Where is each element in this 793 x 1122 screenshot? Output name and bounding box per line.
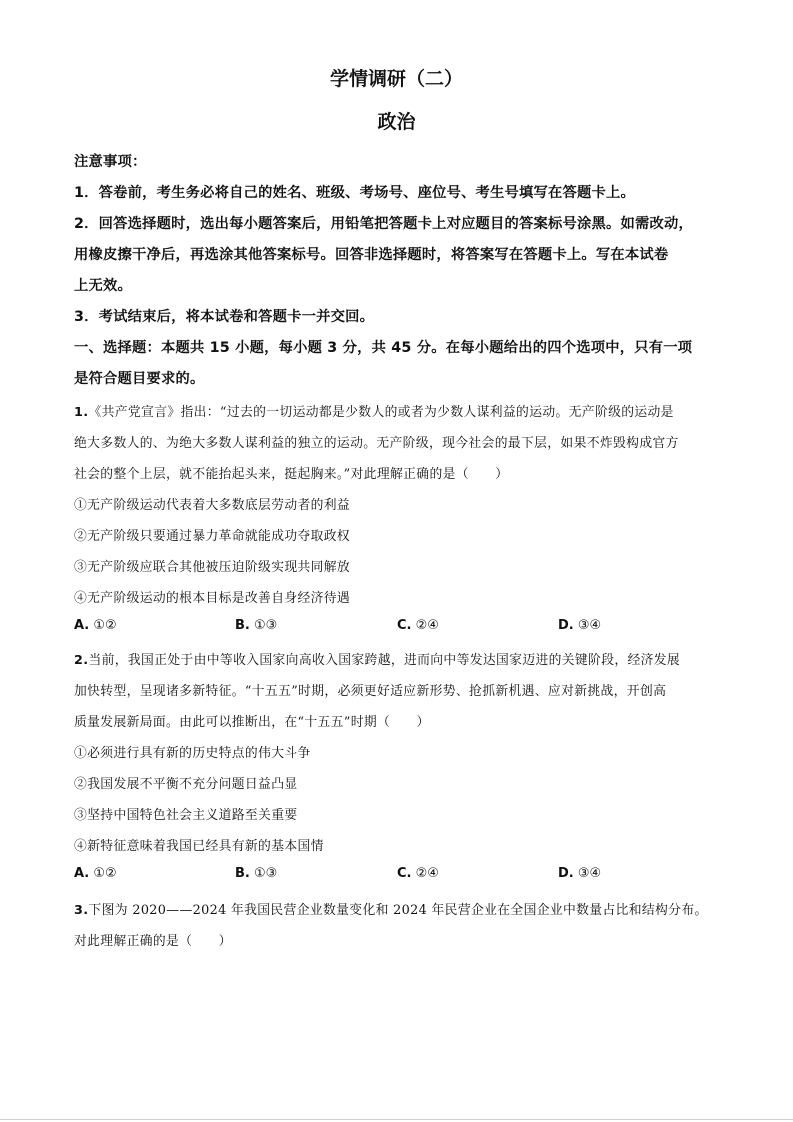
- question-2-stem-line: 加快转型，呈现诸多新特征。“十五五”时期，必须更好适应新形势、抢抓新机遇、应对新挑战，开创高: [74, 684, 667, 699]
- question-2-option-d[interactable]: D. ③④: [558, 866, 602, 881]
- question-number: 3.: [74, 903, 89, 918]
- question-2-statement: ③坚持中国特色社会主义道路至关重要: [74, 808, 298, 823]
- question-1-statement: ②无产阶级只要通过暴力革命就能成功夺取政权: [74, 529, 351, 544]
- question-1-stem-line: 绝大多数人的、为绝大多数人谋利益的独立的运动。无产阶级，现今社会的最下层，如果不炸毁构成官方: [74, 436, 679, 451]
- question-stem-text: 《共产党宣言》指出：“过去的一切运动都是少数人的或者为少数人谋利益的运动。无产阶级的运动是: [88, 405, 674, 420]
- question-1-option-d[interactable]: D. ③④: [558, 618, 602, 633]
- notice-heading: 注意事项：: [74, 154, 147, 170]
- question-1-statement: ①无产阶级运动代表着大多数底层劳动者的利益: [74, 498, 351, 513]
- notice-item: 2．回答选择题时，选出每小题答案后，用铅笔把答题卡上对应题目的答案标号涂黑。如需改动，: [74, 216, 694, 232]
- question-2-option-a[interactable]: A. ①②: [74, 866, 117, 881]
- question-1-stem-line: 社会的整个上层，就不能抬起头来，挺起胸来。”对此理解正确的是（ ）: [74, 467, 509, 482]
- question-2-stem-line: [74, 649, 680, 668]
- question-number: 1.: [74, 405, 89, 420]
- question-1-statement: ④无产阶级运动的根本目标是改善自身经济待遇: [74, 591, 351, 606]
- question-2-option-c[interactable]: C. ②④: [397, 866, 439, 881]
- section-heading-cont: 是符合题目要求的。: [74, 371, 205, 387]
- question-3-stem-line: 对此理解正确的是（ ）: [74, 934, 232, 949]
- question-2-stem-line: 质量发展新局面。由此可以推断出，在“十五五”时期（ ）: [74, 715, 430, 730]
- page-title: 学情调研（二）: [329, 68, 463, 90]
- notice-item: 用橡皮擦干净后，再选涂其他答案标号。回答非选择题时，将答案写在答题卡上。写在本试卷: [74, 247, 669, 263]
- question-2-option-b[interactable]: B. ①③: [235, 866, 278, 881]
- question-2-statement: ①必须进行具有新的历史特点的伟大斗争: [74, 746, 311, 761]
- notice-item: 1．答卷前，考生务必将自己的姓名、班级、考场号、座位号、考生号填写在答题卡上。: [74, 185, 636, 201]
- question-2-statement: ②我国发展不平衡不充分问题日益凸显: [74, 777, 298, 792]
- question-stem-text: 下图为 2020——2024 年我国民营企业数量变化和 2024 年民营企业在全国企业中数量占比和结构分布。: [88, 903, 708, 918]
- question-1-stem-line: [74, 401, 674, 420]
- notice-item: 上无效。: [74, 278, 132, 294]
- question-2-statement: ④新特征意味着我国已经具有新的基本国情: [74, 839, 324, 854]
- question-1-option-a[interactable]: A. ①②: [74, 618, 117, 633]
- question-1-statement: ③无产阶级应联合其他被压迫阶级实现共同解放: [74, 560, 351, 575]
- page-bottom-rule: [0, 1119, 793, 1120]
- question-number: 2.: [74, 653, 89, 668]
- question-1-option-c[interactable]: C. ②④: [397, 618, 439, 633]
- question-stem-text: 当前，我国正处于由中等收入国家向高收入国家跨越，进而向中等发达国家迈进的关键阶段，经济发展: [88, 653, 681, 668]
- subject-title: 政治: [377, 111, 416, 133]
- question-1-option-b[interactable]: B. ①③: [235, 618, 278, 633]
- notice-item: 3．考试结束后，将本试卷和答题卡一并交回。: [74, 309, 375, 325]
- section-heading: 一、选择题：本题共 15 小题，每小题 3 分，共 45 分。在每小题给出的四个选项中，只有一项: [74, 340, 693, 356]
- question-3-stem-line: [74, 899, 708, 918]
